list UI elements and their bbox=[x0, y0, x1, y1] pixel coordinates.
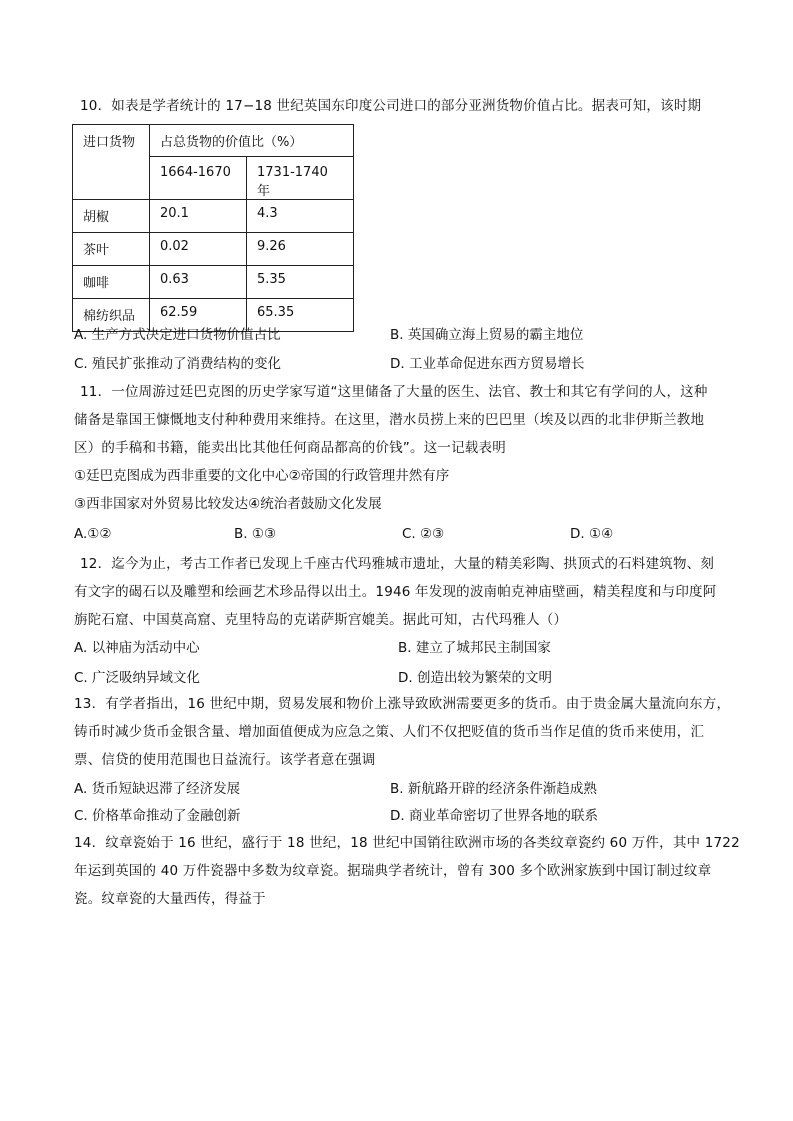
table-cell-value: 0.63 bbox=[150, 266, 247, 299]
table-header-value: 占总货物的价值比（%） bbox=[150, 125, 354, 157]
q13-option-c[interactable]: C. 价格革命推动了金融创新 bbox=[74, 808, 241, 824]
table-header-goods: 进口货物 bbox=[73, 125, 150, 200]
q11-stem-line: 区）的手稿和书籍，能卖出比其他任何商品都高的价钱”。这一记载表明 bbox=[74, 440, 506, 456]
q11-option-a[interactable]: A.①② bbox=[74, 526, 112, 542]
table-cell-item: 棉纺织品 bbox=[73, 299, 150, 332]
q14-stem-line: 年运到英国的 40 万件瓷器中多数为纹章瓷。据瑞典学者统计，曾有 300 多个欧洲家族到中国订制过纹章 bbox=[74, 863, 712, 879]
q13-stem-line: 铸币时减少货币金银含量、增加面值便成为应急之策、人们不仅把贬值的货币当作足值的货币来使用，汇 bbox=[74, 724, 705, 740]
q12-stem-line: 12．迄今为止，考古工作者已发现上千座古代玛雅城市遗址，大量的精美彩陶、拱顶式的石料建筑物、刻 bbox=[80, 556, 715, 572]
table-cell-value: 20.1 bbox=[150, 200, 247, 233]
q11-stem-line: 储备是靠国王慷慨地支付种种费用来维持。在这里，潜水员捞上来的巴巴里（埃及以西的北非伊斯兰教地 bbox=[74, 412, 705, 428]
table-cell-item: 茶叶 bbox=[73, 233, 150, 266]
q13-option-a[interactable]: A. 货币短缺迟滞了经济发展 bbox=[74, 781, 241, 797]
table-row bbox=[73, 200, 354, 233]
table-row bbox=[73, 266, 354, 299]
table-cell-value: 5.35 bbox=[247, 266, 354, 299]
q11-statement-2: ③西非国家对外贸易比较发达④统治者鼓励文化发展 bbox=[74, 496, 382, 512]
table-row bbox=[73, 233, 354, 266]
q11-option-d[interactable]: D. ①④ bbox=[570, 526, 614, 542]
q13-option-d[interactable]: D. 商业革命密切了世界各地的联系 bbox=[390, 808, 598, 824]
q11-statement-1: ①廷巴克图成为西非重要的文化中心②帝国的行政管理井然有序 bbox=[74, 468, 450, 484]
table-cell-value: 0.02 bbox=[150, 233, 247, 266]
table-cell-item: 胡椒 bbox=[73, 200, 150, 233]
table-cell-value: 9.26 bbox=[247, 233, 354, 266]
table-cell-value: 4.3 bbox=[247, 200, 354, 233]
q10-option-c[interactable]: C. 殖民扩张推动了消费结构的变化 bbox=[74, 356, 282, 372]
q12-option-a[interactable]: A. 以神庙为活动中心 bbox=[74, 640, 200, 656]
q11-option-b[interactable]: B. ①③ bbox=[234, 526, 277, 542]
q12-option-c[interactable]: C. 广泛吸纳异域文化 bbox=[74, 670, 201, 686]
q13-stem-line: 13．有学者指出，16 世纪中期，贸易发展和物价上涨导致欧洲需要更多的货币。由于贵金属大量流向东方， bbox=[74, 696, 731, 712]
q12-option-b[interactable]: B. 建立了城邦民主制国家 bbox=[398, 640, 551, 656]
q12-stem-line: 旃陀石窟、中国莫高窟、克里特岛的克诺萨斯宫媲美。据此可知，古代玛雅人（） bbox=[74, 612, 568, 628]
q13-stem-line: 票、信贷的使用范围也日益流行。该学者意在强调 bbox=[74, 752, 376, 768]
table-cell-item: 咖啡 bbox=[73, 266, 150, 299]
q14-stem-line: 14．纹章瓷始于 16 世纪，盛行于 18 世纪，18 世纪中国销往欧洲市场的各类纹章瓷约 60 万件，其中 1722 bbox=[74, 835, 740, 851]
table-period-1: 1664-1670 bbox=[150, 157, 247, 200]
table-cell-value: 65.35 bbox=[247, 299, 354, 332]
q10-option-b[interactable]: B. 英国确立海上贸易的霸主地位 bbox=[390, 327, 584, 343]
table-cell-value: 62.59 bbox=[150, 299, 247, 332]
q12-option-d[interactable]: D. 创造出较为繁荣的文明 bbox=[398, 670, 552, 686]
q13-option-b[interactable]: B. 新航路开辟的经济条件渐趋成熟 bbox=[390, 781, 597, 797]
q10-option-d[interactable]: D. 工业革命促进东西方贸易增长 bbox=[390, 356, 585, 372]
q10-stem: 10．如表是学者统计的 17−18 世纪英国东印度公司进口的部分亚洲货物价值占比。据表可知，该时期 bbox=[80, 98, 702, 114]
table-period-2: 1731-1740 年 bbox=[247, 157, 354, 200]
q11-option-c[interactable]: C. ②③ bbox=[402, 526, 445, 542]
q10-data-table bbox=[72, 124, 354, 332]
q14-stem-line: 瓷。纹章瓷的大量西传，得益于 bbox=[74, 891, 266, 907]
q12-stem-line: 有文字的碣石以及雕塑和绘画艺术珍品得以出土。1946 年发现的波南帕克神庙壁画，精美程度和与印度阿 bbox=[74, 584, 717, 600]
q10-option-a[interactable]: A. 生产方式决定进口货物价值占比 bbox=[74, 327, 281, 343]
q11-stem-line: 11．一位周游过廷巴克图的历史学家写道“这里储备了大量的医生、法官、教士和其它有学问的人，这种 bbox=[80, 384, 708, 400]
